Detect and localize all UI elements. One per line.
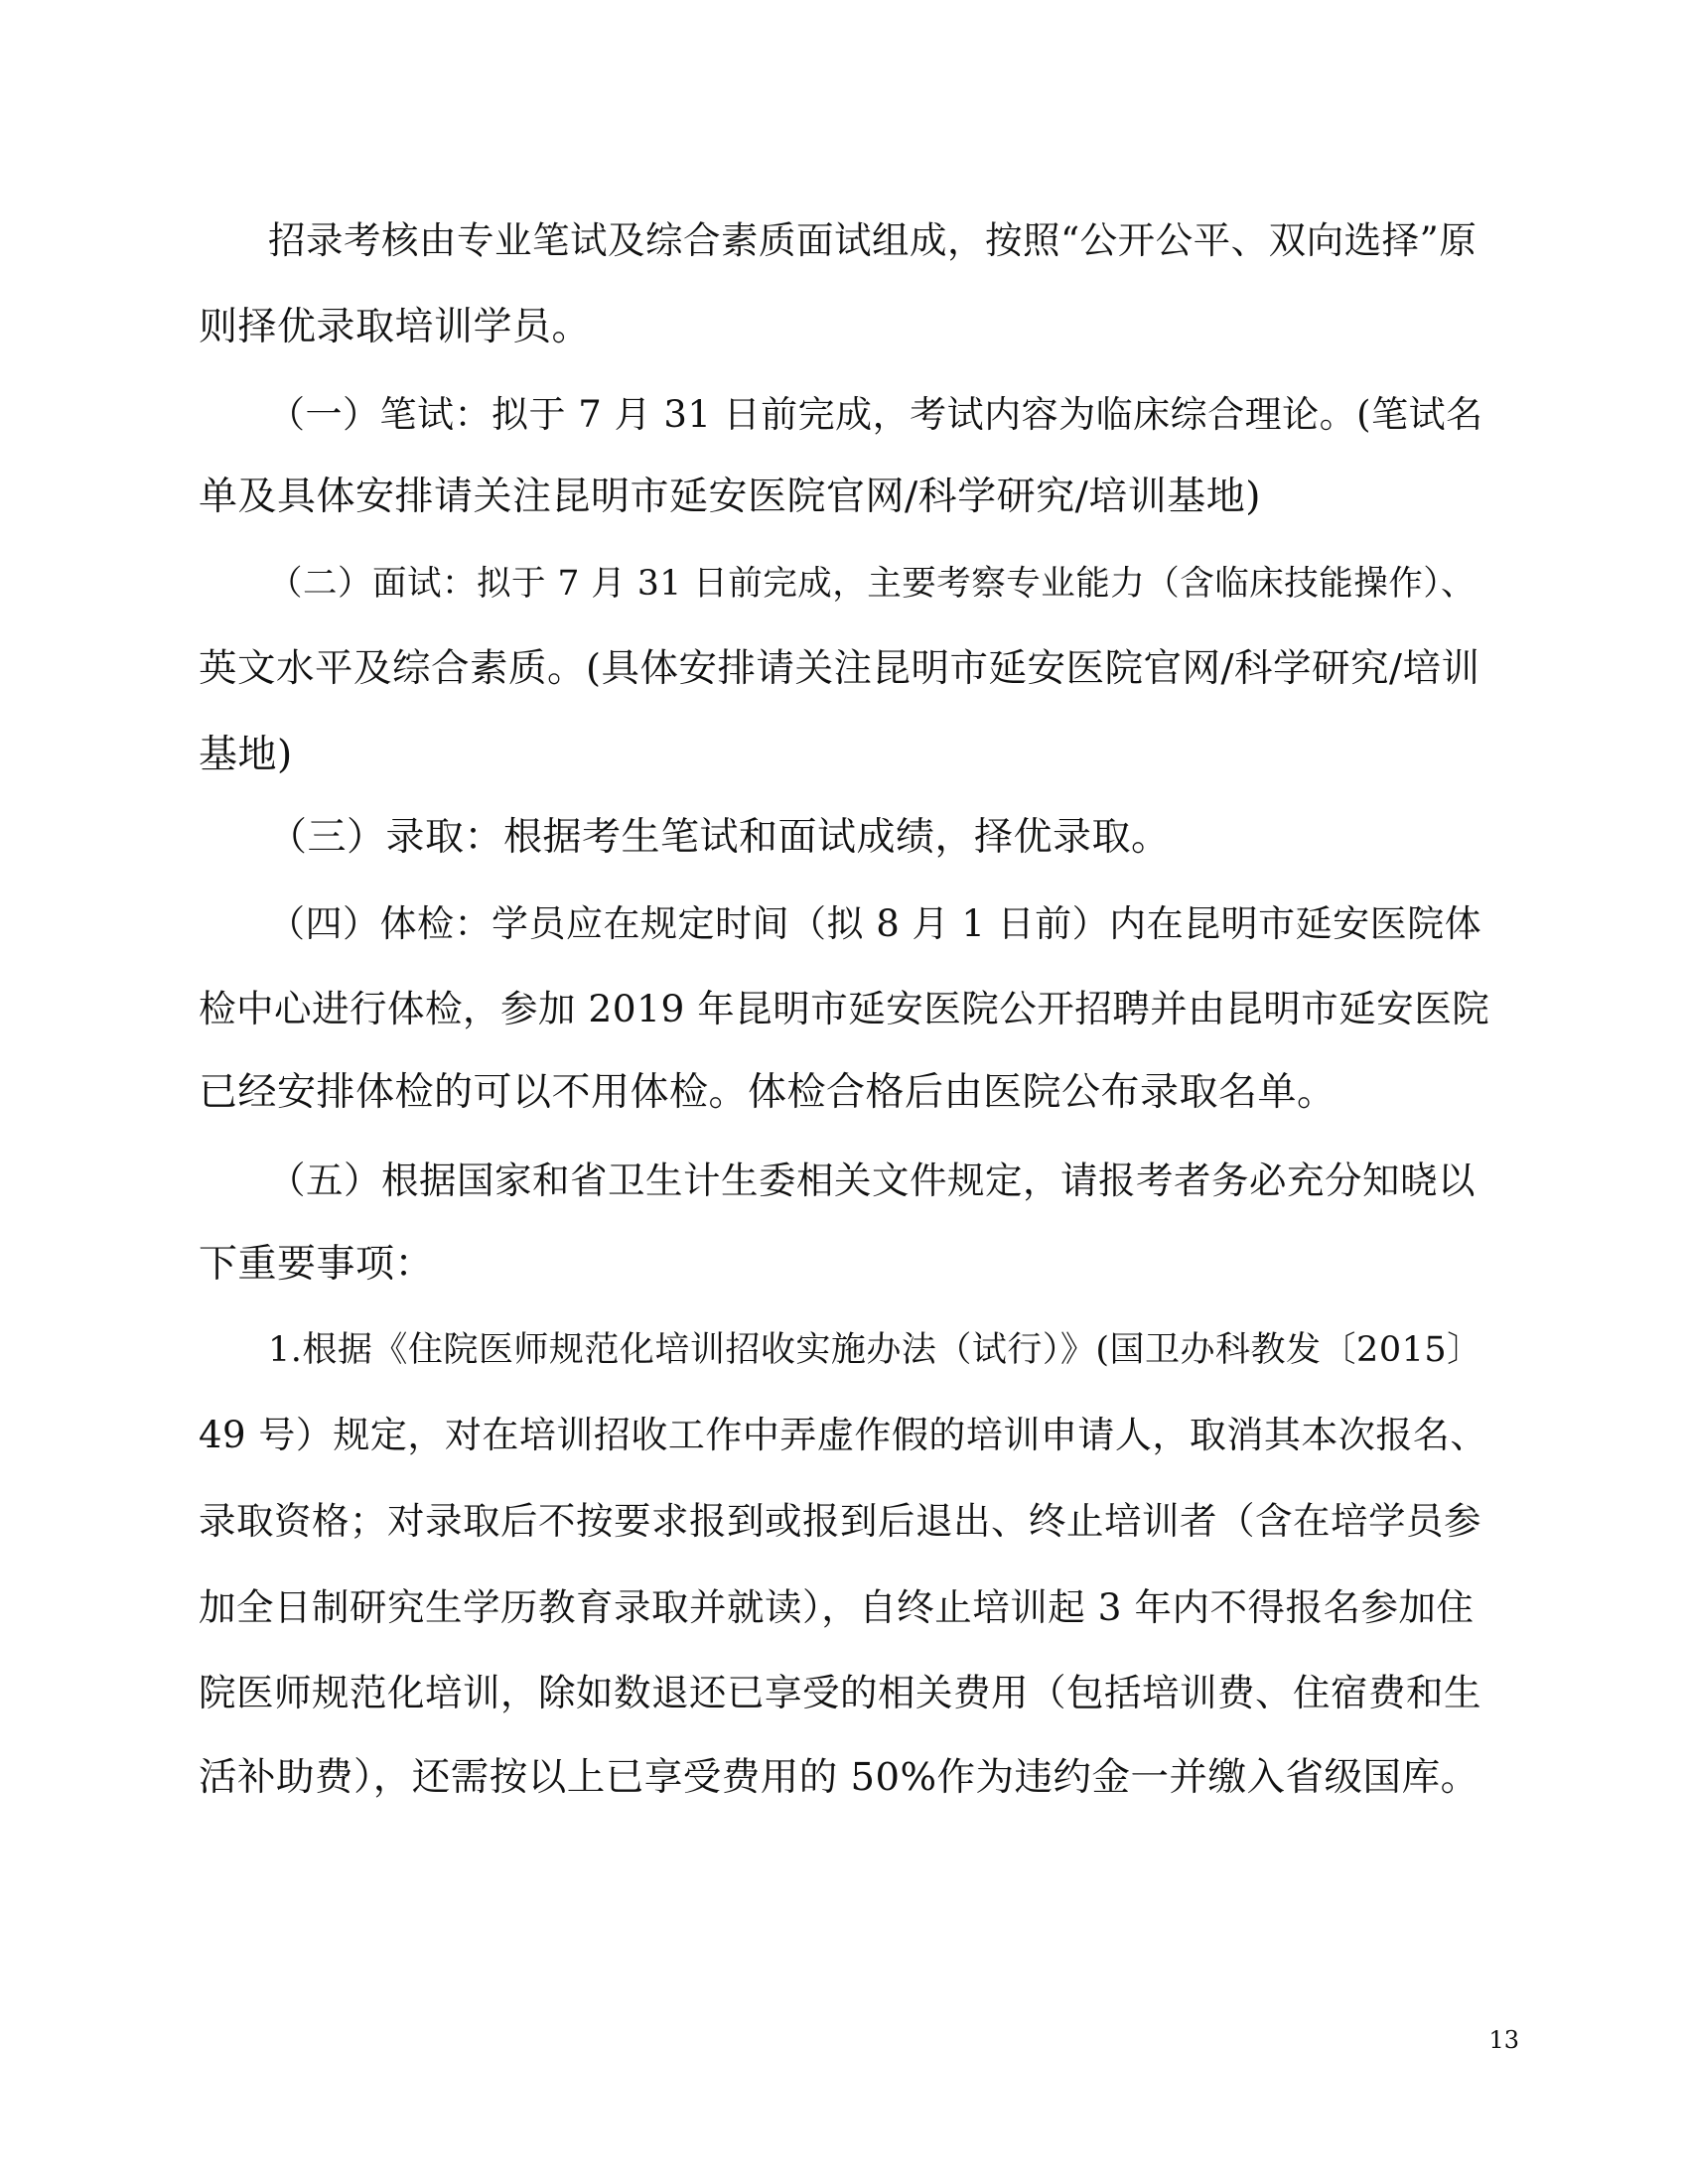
paragraph-line: 加全日制研究生学历教育录取并就读），自终止培训起 3 年内不得报名参加住 bbox=[199, 1585, 1475, 1629]
paragraph-line: 活补助费），还需按以上已享受费用的 50%作为违约金一并缴入省级国库。 bbox=[199, 1755, 1479, 1800]
paragraph-line: （四）体检：学员应在规定时间（拟 8 月 1 日前）内在昆明市延安医院体 bbox=[268, 902, 1482, 945]
paragraph-line: （三）录取：根据考生笔试和面试成绩，择优录取。 bbox=[268, 815, 1171, 860]
paragraph-line: 1.根据《住院医师规范化培训招收实施办法（试行）》(国卫办科教发〔2015〕 bbox=[268, 1330, 1482, 1370]
paragraph-line: 则择优录取培训学员。 bbox=[199, 305, 592, 349]
paragraph-line: 下重要事项： bbox=[199, 1242, 435, 1287]
paragraph-line: （二）面试：拟于 7 月 31 日前完成，主要考察专业能力（含临床技能操作）、 bbox=[268, 564, 1476, 604]
paragraph-line: 检中心进行体检，参加 2019 年昆明市延安医院公开招聘并由昆明市延安医院 bbox=[199, 987, 1490, 1030]
paragraph-line: （一）笔试：拟于 7 月 31 日前完成，考试内容为临床综合理论。(笔试名 bbox=[268, 393, 1483, 436]
paragraph-line: 英文水平及综合素质。(具体安排请关注昆明市延安医院官网/科学研究/培训 bbox=[199, 646, 1480, 691]
paragraph-line: 招录考核由专业笔试及综合素质面试组成，按照“公开公平、双向选择”原 bbox=[268, 218, 1477, 262]
page-number: 13 bbox=[1488, 2026, 1519, 2054]
paragraph-line: （五）根据国家和省卫生计生委相关文件规定，请报考者务必充分知晓以 bbox=[268, 1159, 1476, 1202]
paragraph-line: 基地) bbox=[199, 733, 293, 777]
paragraph-line: 录取资格；对录取后不按要求报到或报到后退出、终止培训者（含在培学员参 bbox=[199, 1499, 1481, 1543]
paragraph-line: 单及具体安排请关注昆明市延安医院官网/科学研究/培训基地) bbox=[199, 475, 1261, 519]
paragraph-line: 院医师规范化培训，除如数退还已享受的相关费用（包括培训费、住宿费和生 bbox=[199, 1671, 1481, 1714]
paragraph-line: 已经安排体检的可以不用体检。体检合格后由医院公布录取名单。 bbox=[199, 1070, 1336, 1115]
paragraph-line: 49 号）规定，对在培训招收工作中弄虚作假的培训申请人，取消其本次报名、 bbox=[199, 1414, 1487, 1456]
